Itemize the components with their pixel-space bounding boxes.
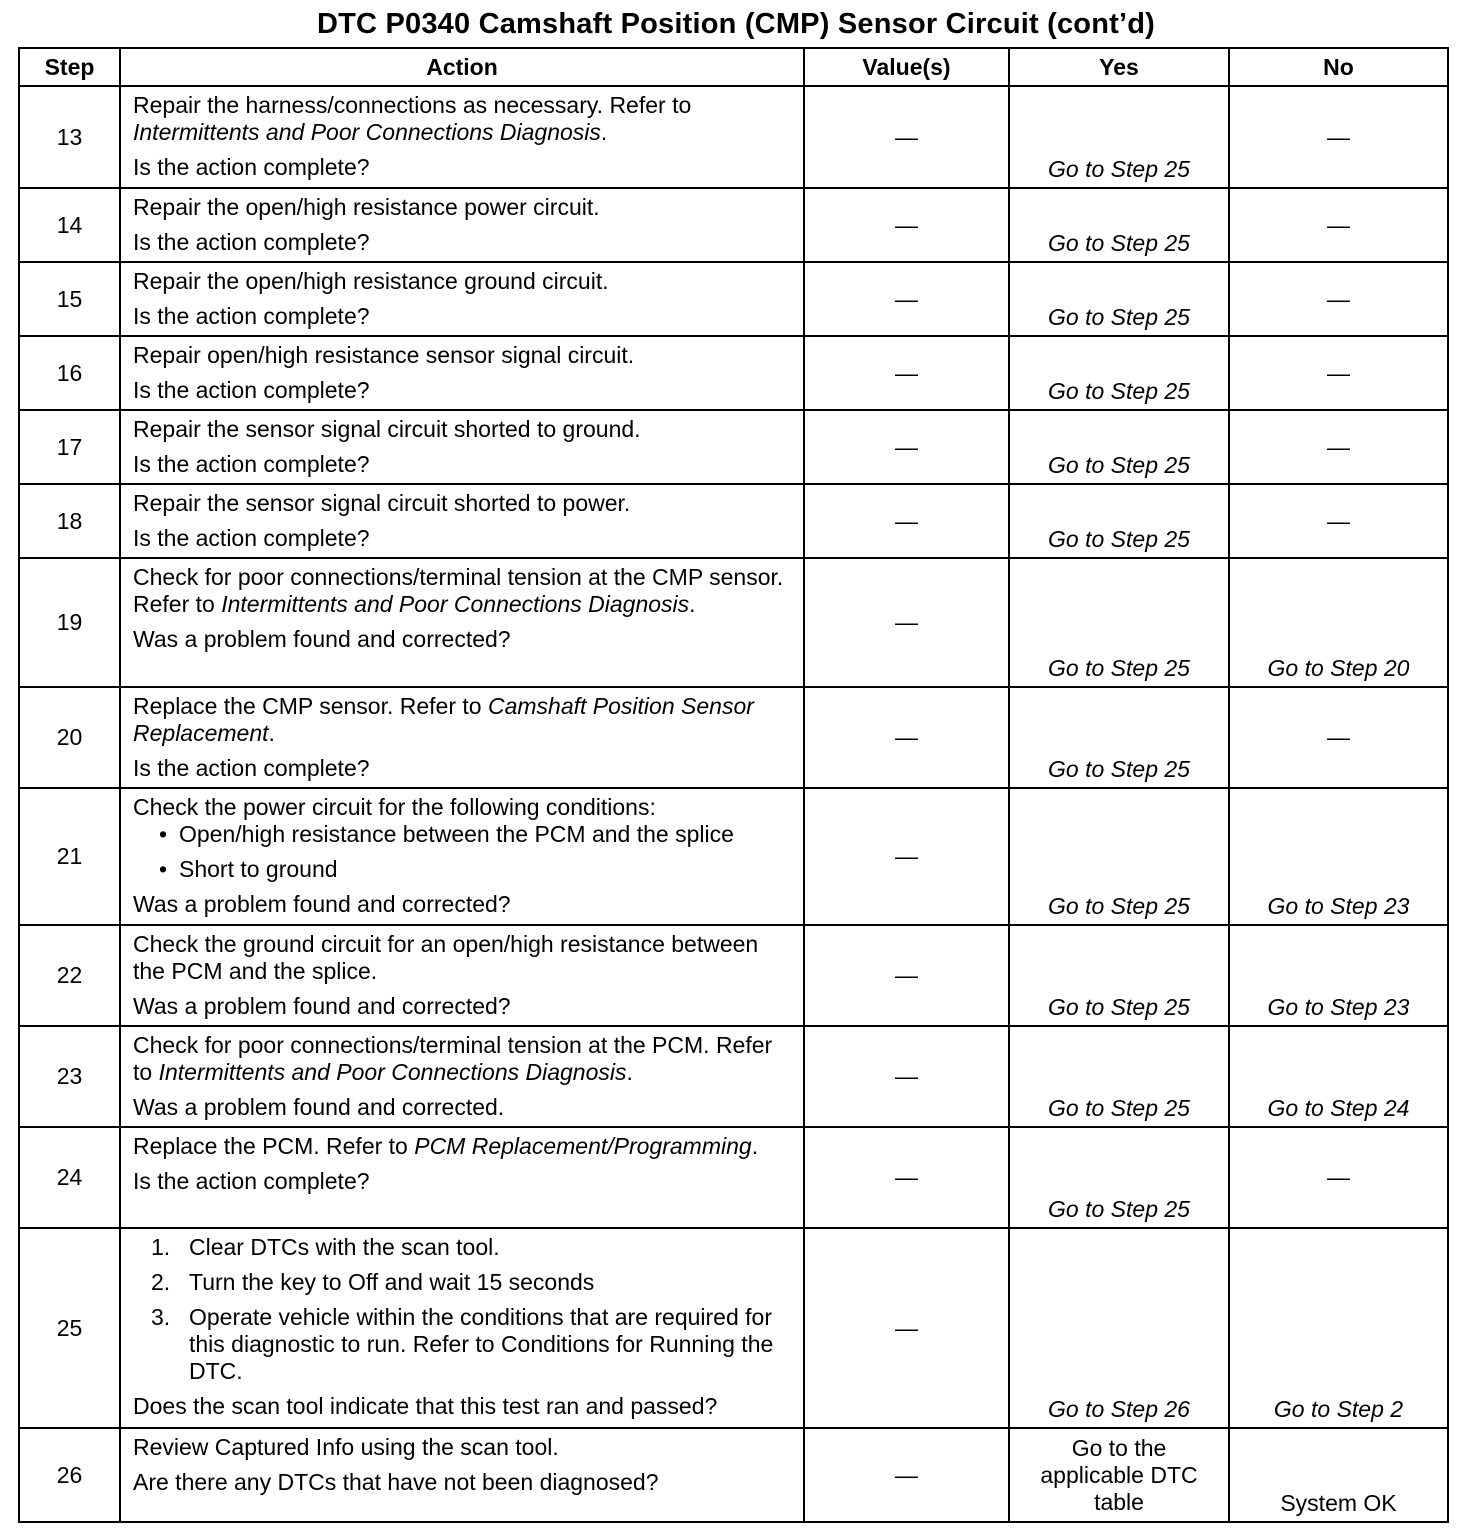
action-cell <box>120 1127 804 1228</box>
yes-cell: Go to Step 25 <box>1009 687 1229 788</box>
no-cell: — <box>1229 484 1448 558</box>
no-cell: — <box>1229 188 1448 262</box>
action-cell <box>120 558 804 687</box>
numbered-item: 3. Operate vehicle within the conditions that are required for this diagnostic to run. Refer to Conditions for Running the DTC. <box>151 1304 774 1384</box>
action-cell <box>120 484 804 558</box>
no-cell: System OK <box>1229 1428 1448 1522</box>
action-cell <box>120 1228 804 1428</box>
no-cell: — <box>1229 336 1448 410</box>
action-text: Replace the CMP sensor. Refer to Camshaft Position Sensor Replacement. <box>133 693 754 746</box>
no-cell: — <box>1229 1127 1448 1228</box>
step-number: 15 <box>19 262 120 336</box>
no-cell: Go to Step 2 <box>1229 1228 1448 1428</box>
value-cell: — <box>804 262 1009 336</box>
table-row <box>19 558 1448 687</box>
action-text: Check for poor connections/terminal tension at the CMP sensor. Refer to Intermittents and Poor Connections Diagnosis. <box>133 564 784 617</box>
action-cell <box>120 336 804 410</box>
step-number: 24 <box>19 1127 120 1228</box>
value-cell: — <box>804 188 1009 262</box>
yes-cell: Go to Step 25 <box>1009 188 1229 262</box>
value-cell: — <box>804 788 1009 925</box>
no-cell: Go to Step 20 <box>1229 558 1448 687</box>
step-number: 13 <box>19 86 120 188</box>
numbered-item: 1. Clear DTCs with the scan tool. <box>151 1234 500 1260</box>
table-row <box>19 1026 1448 1127</box>
question-text: Are there any DTCs that have not been diagnosed? <box>133 1469 659 1495</box>
no-cell: — <box>1229 86 1448 188</box>
value-cell: — <box>804 558 1009 687</box>
table-row <box>19 262 1448 336</box>
table-row <box>19 788 1448 925</box>
reference-link-text: Intermittents and Poor Connections Diagnosis <box>133 119 601 145</box>
table-row <box>19 1428 1448 1522</box>
yes-cell: Go to Step 25 <box>1009 788 1229 925</box>
step-number: 19 <box>19 558 120 687</box>
question-text: Does the scan tool indicate that this test ran and passed? <box>133 1393 718 1419</box>
step-number: 17 <box>19 410 120 484</box>
yes-cell: Go to Step 26 <box>1009 1228 1229 1428</box>
action-text: Replace the PCM. Refer to PCM Replacement/Programming. <box>133 1133 759 1159</box>
step-number: 25 <box>19 1228 120 1428</box>
step-number: 18 <box>19 484 120 558</box>
value-cell: — <box>804 410 1009 484</box>
value-cell: — <box>804 687 1009 788</box>
action-text: Repair the harness/connections as necessary. Refer to Intermittents and Poor Connections Diagnosis. <box>133 92 692 145</box>
action-cell <box>120 188 804 262</box>
question-text: Was a problem found and corrected? <box>133 993 511 1019</box>
step-number: 16 <box>19 336 120 410</box>
question-text: Is the action complete? <box>133 755 370 781</box>
no-cell: Go to Step 23 <box>1229 788 1448 925</box>
reference-link-text: Intermittents and Poor Connections Diagnosis <box>221 591 690 617</box>
table-row <box>19 410 1448 484</box>
reference-link-text: Intermittents and Poor Connections Diagnosis <box>158 1059 627 1085</box>
header-yes: Yes <box>1009 48 1229 86</box>
numbered-item: 2. Turn the key to Off and wait 15 seconds <box>151 1269 595 1295</box>
header-no: No <box>1229 48 1448 86</box>
step-number: 21 <box>19 788 120 925</box>
question-text: Was a problem found and corrected? <box>133 891 511 917</box>
no-cell: Go to Step 24 <box>1229 1026 1448 1127</box>
no-cell: — <box>1229 410 1448 484</box>
action-cell <box>120 1026 804 1127</box>
diagnostic-table <box>18 47 1449 1523</box>
action-text: Repair the open/high resistance power circuit. <box>133 194 600 220</box>
step-number: 22 <box>19 925 120 1026</box>
bullet-item: • Short to ground <box>159 856 793 883</box>
action-text: Check the power circuit for the following conditions: <box>133 794 656 820</box>
yes-cell: Go to Step 25 <box>1009 1026 1229 1127</box>
header-action: Action <box>120 48 804 86</box>
table-row <box>19 484 1448 558</box>
header-values: Value(s) <box>804 48 1009 86</box>
value-cell: — <box>804 1228 1009 1428</box>
value-cell: — <box>804 1428 1009 1522</box>
yes-cell: Go to Step 25 <box>1009 86 1229 188</box>
question-text: Is the action complete? <box>133 229 370 255</box>
table-row <box>19 86 1448 188</box>
value-cell: — <box>804 1127 1009 1228</box>
step-number: 23 <box>19 1026 120 1127</box>
reference-link-text: Camshaft Position Sensor Replacement <box>133 693 754 746</box>
action-cell <box>120 262 804 336</box>
action-text: Check the ground circuit for an open/high resistance between the PCM and the splice. <box>133 931 759 984</box>
action-text: Repair open/high resistance sensor signal circuit. <box>133 342 635 368</box>
yes-cell: Go to Step 25 <box>1009 558 1229 687</box>
question-text: Is the action complete? <box>133 451 370 477</box>
question-text: Was a problem found and corrected. <box>133 1094 505 1120</box>
value-cell: — <box>804 336 1009 410</box>
value-cell: — <box>804 86 1009 188</box>
table-row <box>19 336 1448 410</box>
yes-cell: Go to Step 25 <box>1009 484 1229 558</box>
action-text: Repair the sensor signal circuit shorted to ground. <box>133 416 641 442</box>
yes-cell: Go to Step 25 <box>1009 336 1229 410</box>
question-text: Was a problem found and corrected? <box>133 626 511 652</box>
question-text: Is the action complete? <box>133 525 370 551</box>
yes-cell: Go to Step 25 <box>1009 925 1229 1026</box>
action-cell <box>120 788 804 925</box>
value-cell: — <box>804 484 1009 558</box>
page-title: DTC P0340 Camshaft Position (CMP) Sensor Circuit (cont’d) <box>317 8 1155 40</box>
yes-cell: Go to Step 25 <box>1009 410 1229 484</box>
action-text: Review Captured Info using the scan tool. <box>133 1434 559 1460</box>
no-cell: — <box>1229 687 1448 788</box>
table-header-row <box>19 48 1448 86</box>
action-cell <box>120 687 804 788</box>
step-number: 20 <box>19 687 120 788</box>
action-cell <box>120 86 804 188</box>
yes-cell: Go to Step 25 <box>1009 262 1229 336</box>
value-cell: — <box>804 925 1009 1026</box>
table-row <box>19 1127 1448 1228</box>
question-text: Is the action complete? <box>133 377 370 403</box>
header-step: Step <box>19 48 120 86</box>
action-text: Check for poor connections/terminal tension at the PCM. Refer to Intermittents and Poor Connections Diagnosis. <box>133 1032 773 1085</box>
action-cell <box>120 925 804 1026</box>
step-number: 26 <box>19 1428 120 1522</box>
no-cell: Go to Step 23 <box>1229 925 1448 1026</box>
action-text: Repair the sensor signal circuit shorted to power. <box>133 490 631 516</box>
table-row <box>19 925 1448 1026</box>
yes-cell: Go to Step 25 <box>1009 1127 1229 1228</box>
no-cell: — <box>1229 262 1448 336</box>
step-number: 14 <box>19 188 120 262</box>
reference-link-text: PCM Replacement/Programming <box>414 1133 752 1159</box>
table-row <box>19 188 1448 262</box>
question-text: Is the action complete? <box>133 154 370 180</box>
value-cell: — <box>804 1026 1009 1127</box>
table-row <box>19 687 1448 788</box>
question-text: Is the action complete? <box>133 1168 370 1194</box>
table-row <box>19 1228 1448 1428</box>
action-cell <box>120 410 804 484</box>
bullet-item: • Open/high resistance between the PCM and the splice <box>159 821 793 848</box>
action-text: Repair the open/high resistance ground circuit. <box>133 268 609 294</box>
yes-cell: Go to the applicable DTC table <box>1009 1428 1229 1522</box>
action-cell <box>120 1428 804 1522</box>
question-text: Is the action complete? <box>133 303 370 329</box>
